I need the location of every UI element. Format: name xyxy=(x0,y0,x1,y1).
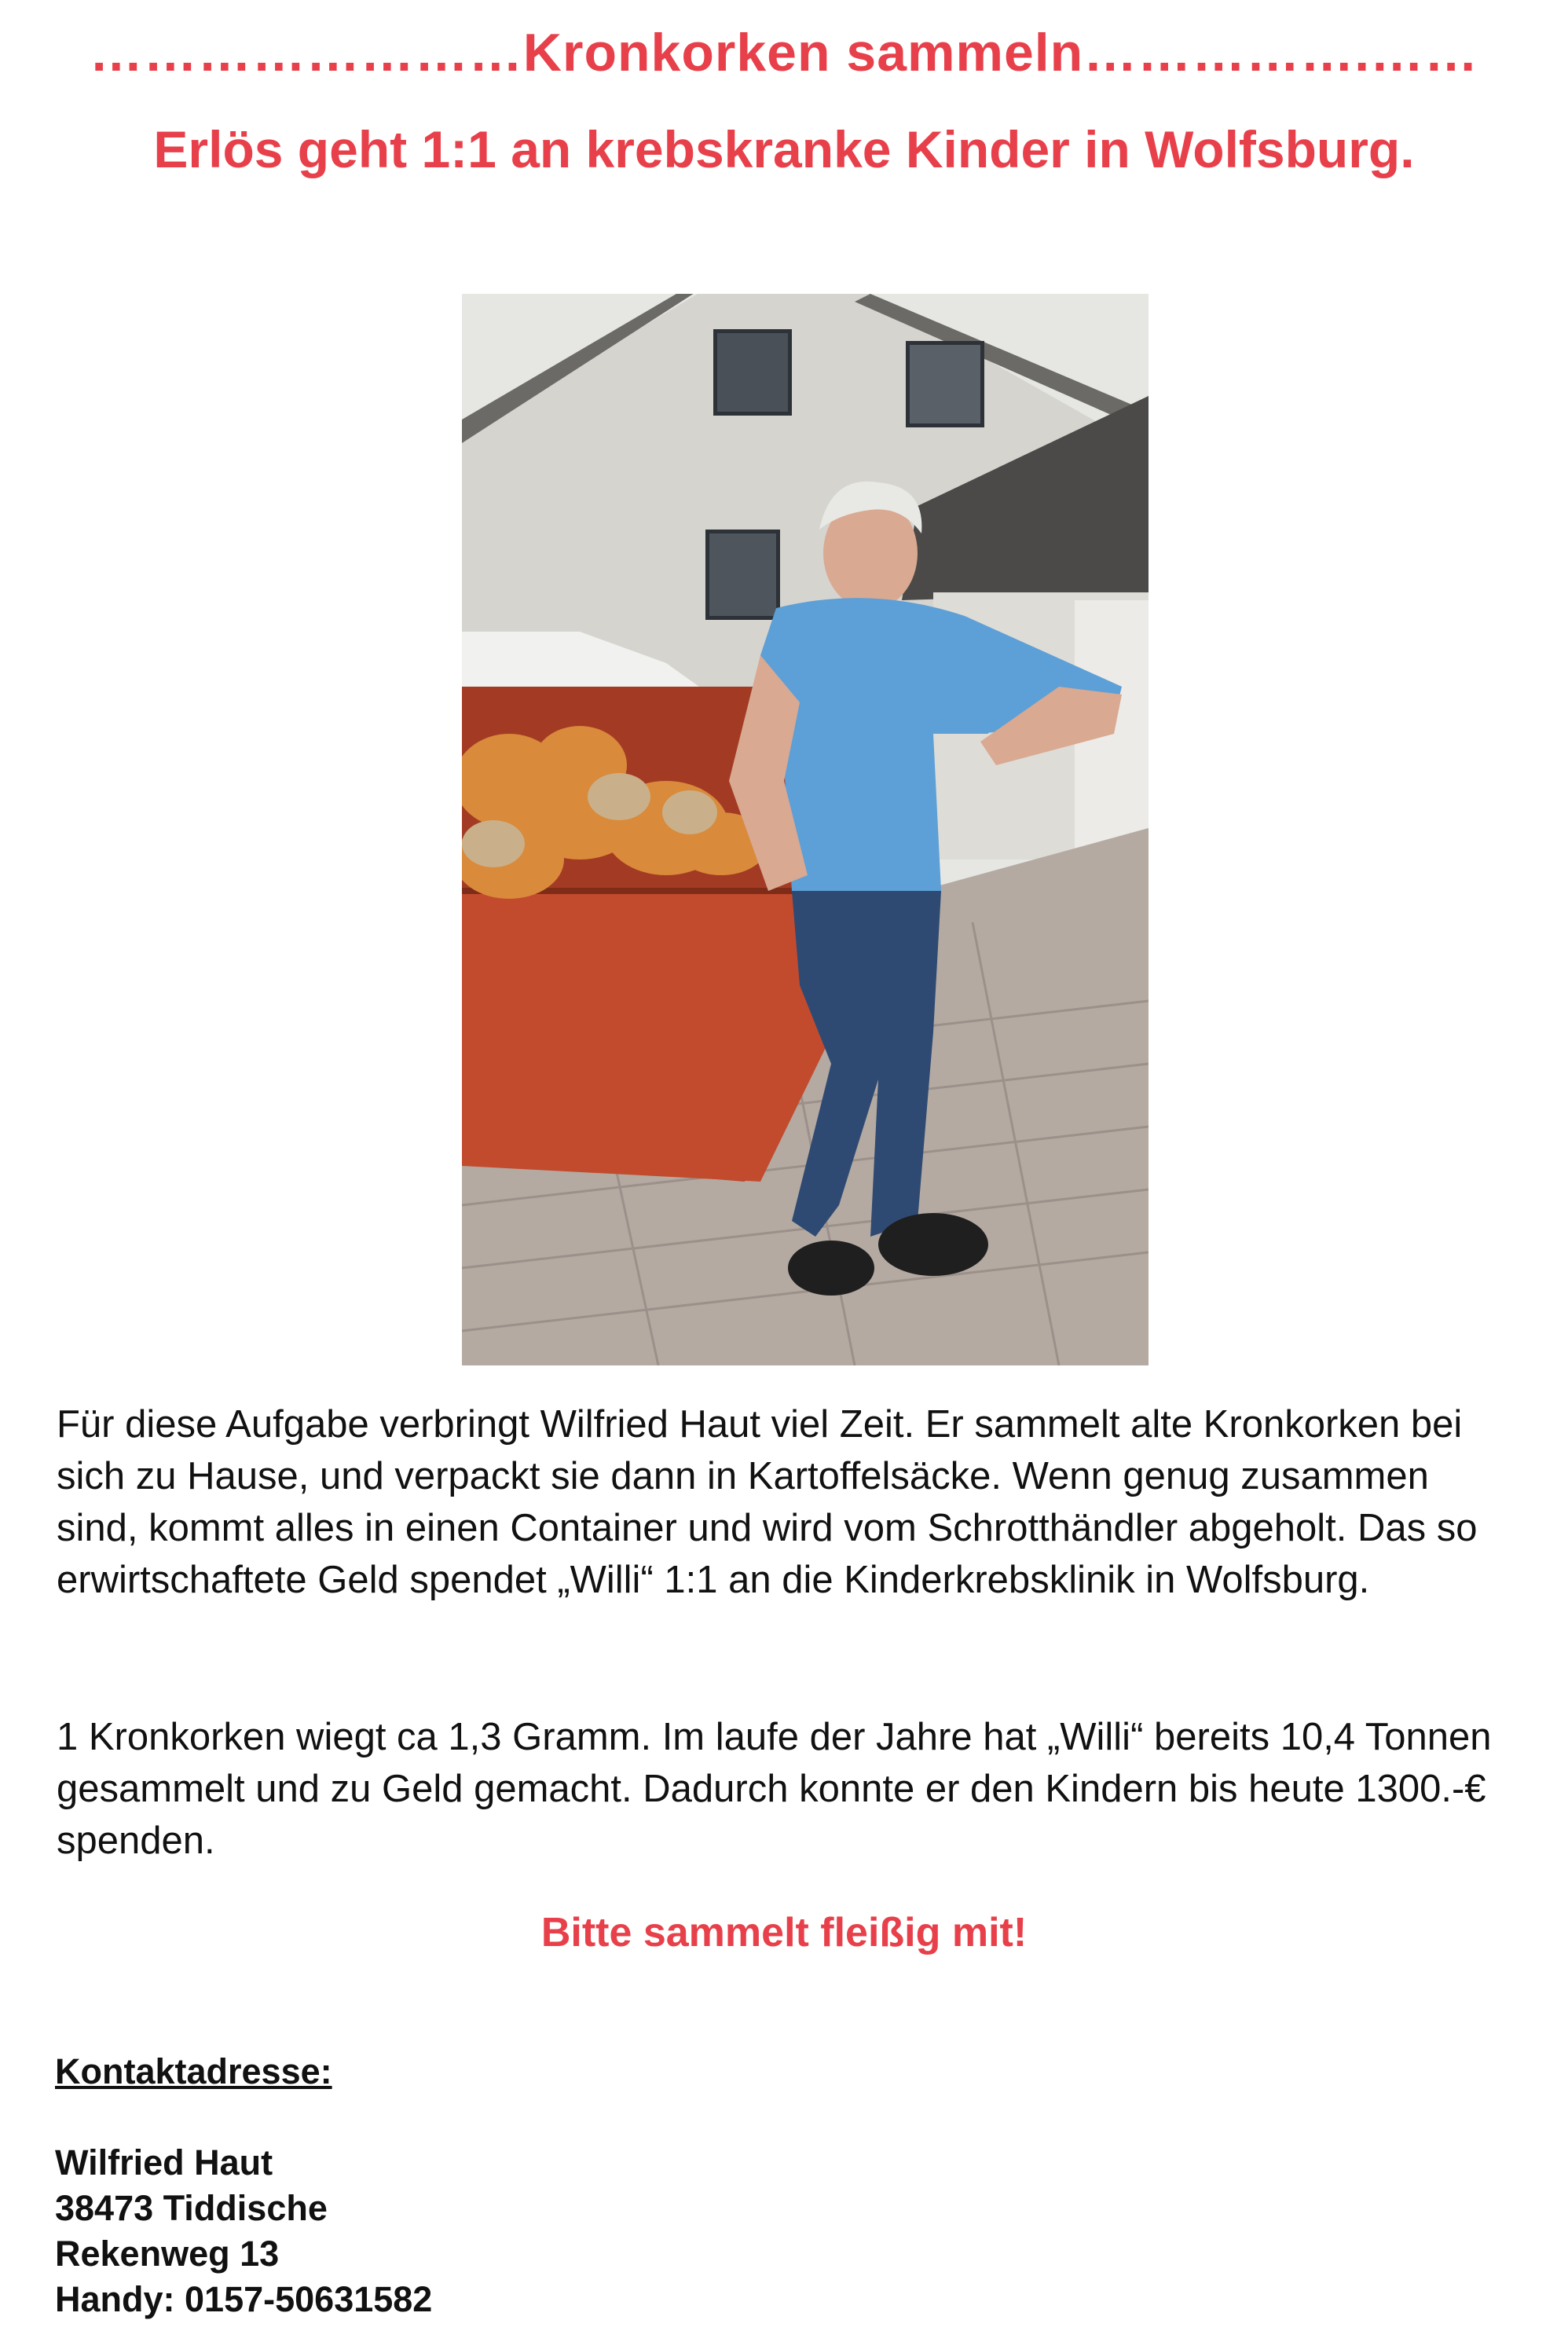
photo-man-with-container xyxy=(462,294,1149,1365)
call-to-action: Bitte sammelt fleißig mit! xyxy=(540,1910,1028,1955)
page-subtitle: Erlös geht 1:1 an krebskranke Kinder in Wolfsburg. xyxy=(153,120,1415,178)
contact-city: 38473 Tiddische xyxy=(55,2188,328,2228)
description-paragraph: Für diese Aufgabe verbringt Wilfried Haut viel Zeit. Er sammelt alte Kronkorken bei sich zu Hause, und verpackt sie dann in Kartoffelsäcke. Wenn genug zusammen sind, kommt alles in einen Container und wird vom Schrotthändler abgeholt. Das so erwirtschaftete Geld spendet „Willi“ 1:1 an die Kinderkrebsklinik in Wolfsburg. xyxy=(57,1403,1478,1601)
contact-street: Rekenweg 13 xyxy=(55,2234,280,2274)
facts-paragraph: 1 Kronkorken wiegt ca 1,3 Gramm. Im laufe der Jahre hat „Willi“ bereits 10,4 Tonnen gesammelt und zu Geld gemacht. Dadurch konnte er den Kindern bis heute 1300.-€ spenden. xyxy=(57,1716,1492,1862)
contact-name: Wilfried Haut xyxy=(55,2142,273,2183)
contact-phone: Handy: 0157-50631582 xyxy=(55,2279,433,2319)
page-title: ……………………Kronkorken sammeln…………….…… xyxy=(89,23,1479,82)
contact-heading: Kontaktadresse: xyxy=(55,2051,332,2091)
